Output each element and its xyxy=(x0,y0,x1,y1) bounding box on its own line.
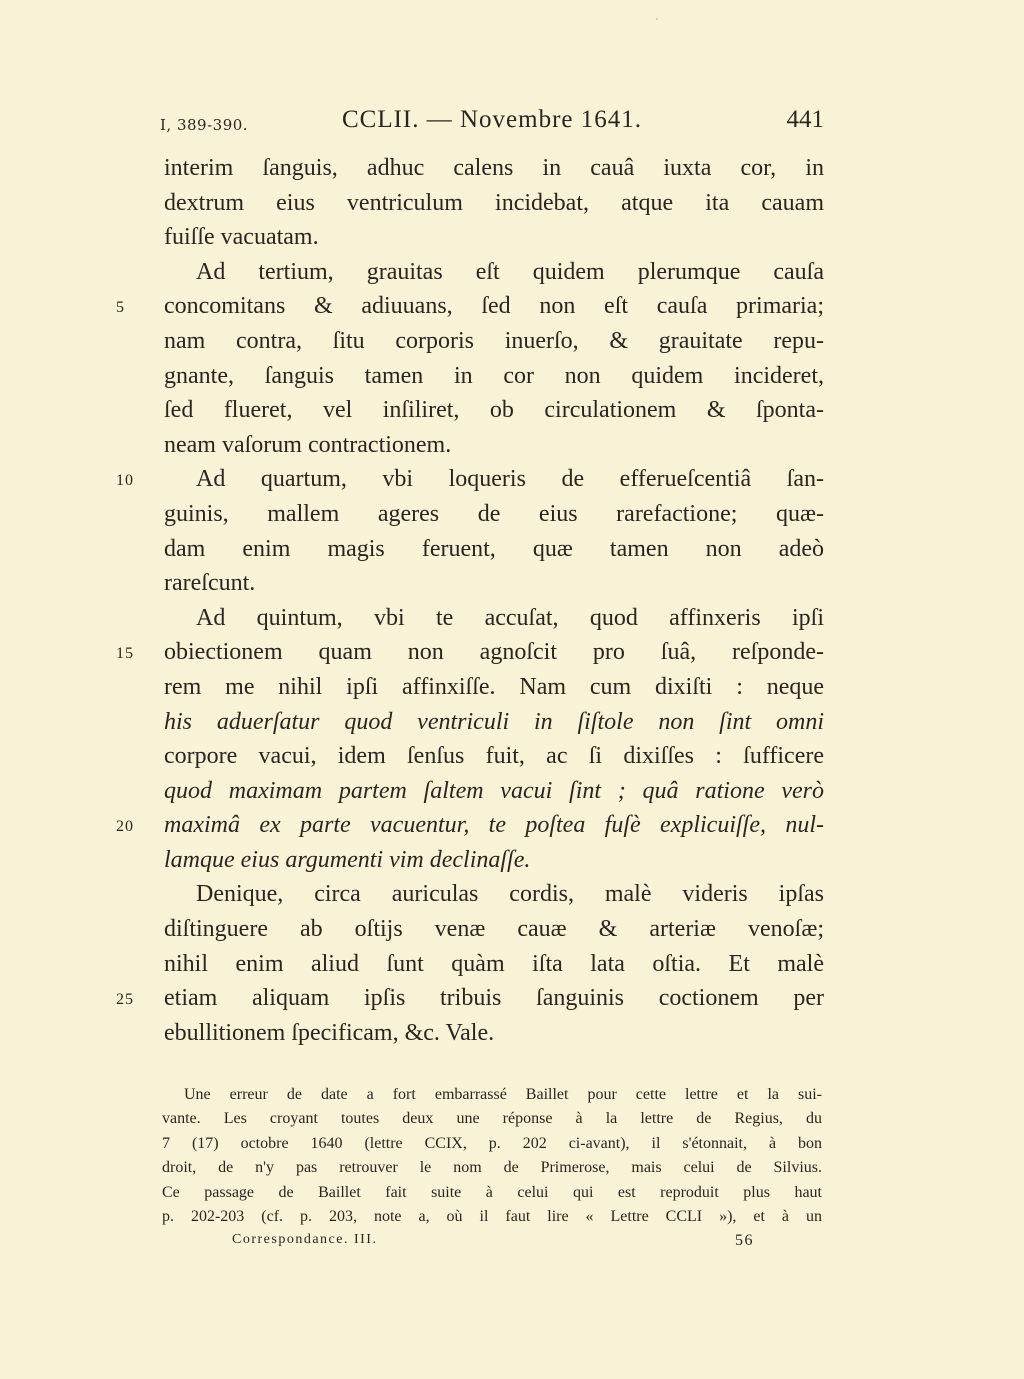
volume-page-reference: I, 389-390. xyxy=(160,116,249,134)
letter-body xyxy=(164,151,824,1050)
text-line: dextrum eius ventriculum incidebat, atque ita cauam xyxy=(164,189,824,216)
signature-mark-left: Correspondance. III. xyxy=(232,1232,378,1247)
text-line: quod maximam partem ſaltem vacui ſint ; quâ ratione verò xyxy=(164,777,824,804)
text-line: etiam aliquam ipſis tribuis ſanguinis coctionem per xyxy=(164,985,824,1012)
signature-mark-number: 56 xyxy=(735,1232,754,1249)
text-line: ebullitionem ſpecificam, &c. Vale. xyxy=(164,1019,495,1046)
text-line: rem me nihil ipſi affinxiſſe. Nam cum dixiſti : neque xyxy=(164,673,824,700)
text-line: Ad tertium, grauitas eſt quidem plerumque cauſa xyxy=(196,258,824,285)
text-line: gnante, ſanguis tamen in cor non quidem incideret, xyxy=(164,362,824,389)
text-line: diſtinguere ab oſtijs venæ cauæ & arteriæ venoſæ; xyxy=(164,916,824,943)
line-number: 5 xyxy=(116,299,125,317)
text-line: lamque eius argumenti vim declinaſſe. xyxy=(164,846,531,873)
footnote-line: Une erreur de date a fort embarrassé Baillet pour cette lettre et la sui- xyxy=(184,1086,822,1103)
line-number: 20 xyxy=(116,818,134,836)
text-line: guinis, mallem ageres de eius rarefactione; quæ- xyxy=(164,500,824,527)
footnote-line: vante. Les croyant toutes deux une réponse à la lettre de Regius, du xyxy=(162,1110,822,1128)
text-line: concomitans & adiuuans, ſed non eſt cauſa primaria; xyxy=(164,293,824,320)
line-number: 25 xyxy=(116,991,134,1009)
text-line: Denique, circa auriculas cordis, malè videris ipſas xyxy=(196,881,824,908)
page-number: 441 xyxy=(786,106,824,133)
text-line: nam contra, ſitu corporis inuerſo, & grauitate repu- xyxy=(164,327,824,354)
footnote-line: Ce passage de Baillet fait suite à celui qui est reproduit plus haut xyxy=(162,1183,822,1201)
footnote-line: 7 (17) octobre 1640 (lettre CCIX, p. 202 ci-avant), il s'étonnait, à bon xyxy=(162,1134,822,1152)
text-line: ſed flueret, vel inſiliret, ob circulationem & ſponta- xyxy=(164,397,824,424)
text-line: corpore vacui, idem ſenſus fuit, ac ſi dixiſſes : ſufficere xyxy=(164,743,824,770)
text-line: dam enim magis feruent, quæ tamen non adeò xyxy=(164,535,824,562)
text-line: nihil enim aliud ſunt quàm iſta lata oſtia. Et malè xyxy=(164,950,824,977)
line-number: 10 xyxy=(116,472,134,490)
text-line: Ad quartum, vbi loqueris de efferueſcentiâ ſan- xyxy=(196,466,824,493)
footnote-line: p. 202-203 (cf. p. 203, note a, où il faut lire « Lettre CCLI »), et à un xyxy=(162,1207,822,1225)
text-line: neam vaſorum contractionem. xyxy=(164,431,452,458)
scan-speck xyxy=(656,18,658,20)
text-line: obiectionem quam non agnoſcit pro ſuâ, reſponde- xyxy=(164,639,824,666)
text-line: his aduerſatur quod ventriculi in ſiſtole non ſint omni xyxy=(164,708,824,735)
line-number: 15 xyxy=(116,645,134,663)
text-line: maximâ ex parte vacuentur, te poſtea fuſè explicuiſſe, nul- xyxy=(164,812,824,839)
running-header xyxy=(160,106,824,140)
text-line: rareſcunt. xyxy=(164,570,256,597)
page-footer xyxy=(232,1232,754,1254)
running-title: CCLII. — Novembre 1641. xyxy=(341,106,643,133)
footnote-line: droit, de n'y pas retrouver le nom de Primerose, mais celui de Silvius. xyxy=(162,1159,822,1177)
editorial-footnote xyxy=(162,1083,822,1229)
text-line: Ad quintum, vbi te accuſat, quod affinxeris ipſi xyxy=(196,604,824,631)
text-line: fuiſſe vacuatam. xyxy=(164,224,319,251)
text-line: interim ſanguis, adhuc calens in cauâ iuxta cor, in xyxy=(164,155,824,181)
